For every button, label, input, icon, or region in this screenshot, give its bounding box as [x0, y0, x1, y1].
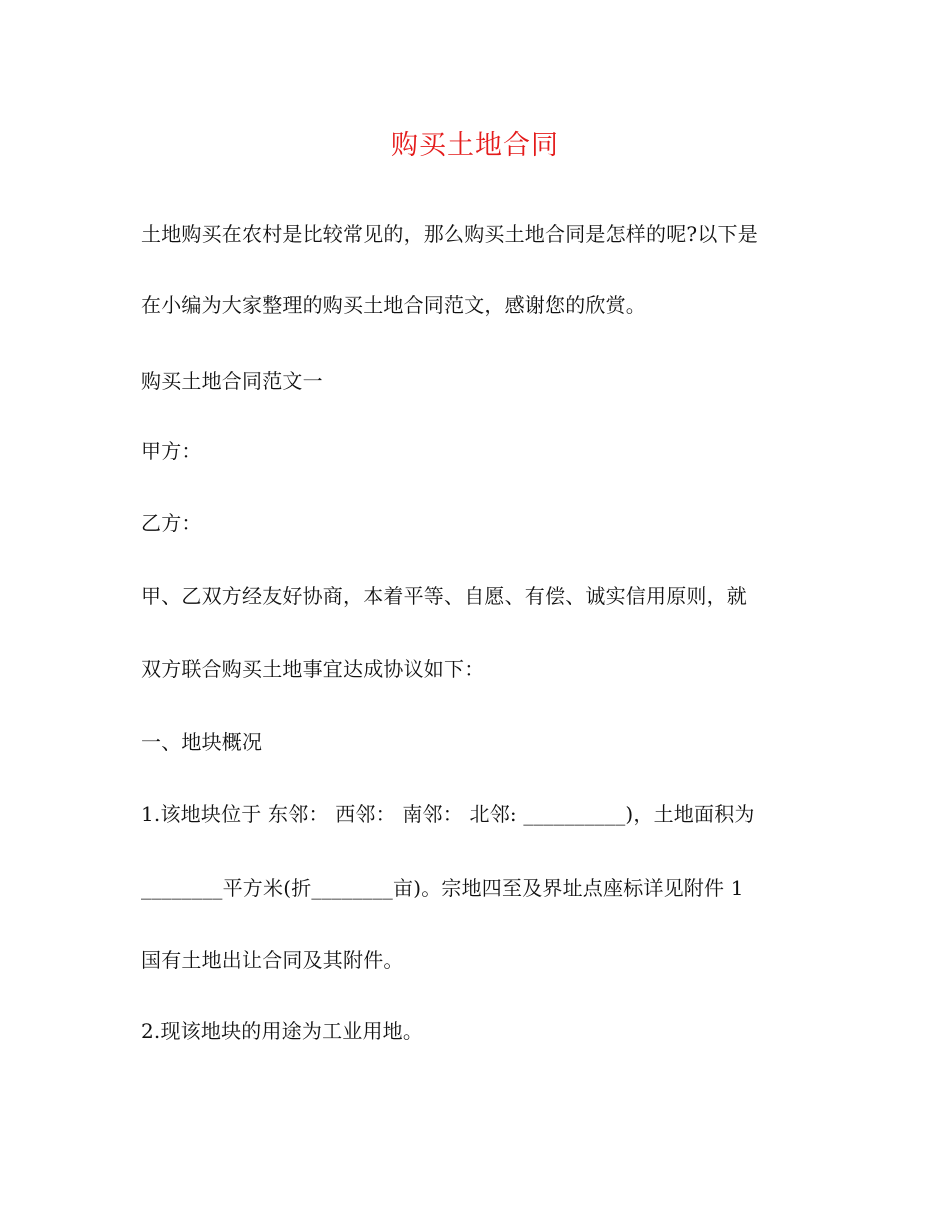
clause-line: 2.现该地块的用途为工业用地。 [141, 1019, 424, 1043]
party-a-label: 甲方： [141, 439, 202, 463]
document-title: 购买土地合同 [391, 130, 559, 161]
paragraph-line: 土地购买在农村是比较常见的，那么购买土地合同是怎样的呢?以下是 [141, 222, 758, 246]
section-heading: 购买土地合同范文一 [141, 369, 323, 393]
paragraph-line: 双方联合购买土地事宜达成协议如下： [141, 657, 485, 681]
clause-heading: 一、地块概况 [141, 730, 263, 754]
party-b-label: 乙方： [141, 511, 202, 535]
clause-line: ________平方米(折________亩)。宗地四至及界址点座标详见附件 1 [141, 876, 744, 900]
paragraph-line: 甲、乙双方经友好协商，本着平等、自愿、有偿、诚实信用原则，就 [141, 584, 747, 608]
clause-line: 1.该地块位于 东邻： 西邻： 南邻： 北邻: __________)，土地面积为 [141, 802, 755, 826]
paragraph-line: 在小编为大家整理的购买土地合同范文，感谢您的欣赏。 [141, 293, 646, 317]
clause-line: 国有土地出让合同及其附件。 [141, 948, 404, 972]
